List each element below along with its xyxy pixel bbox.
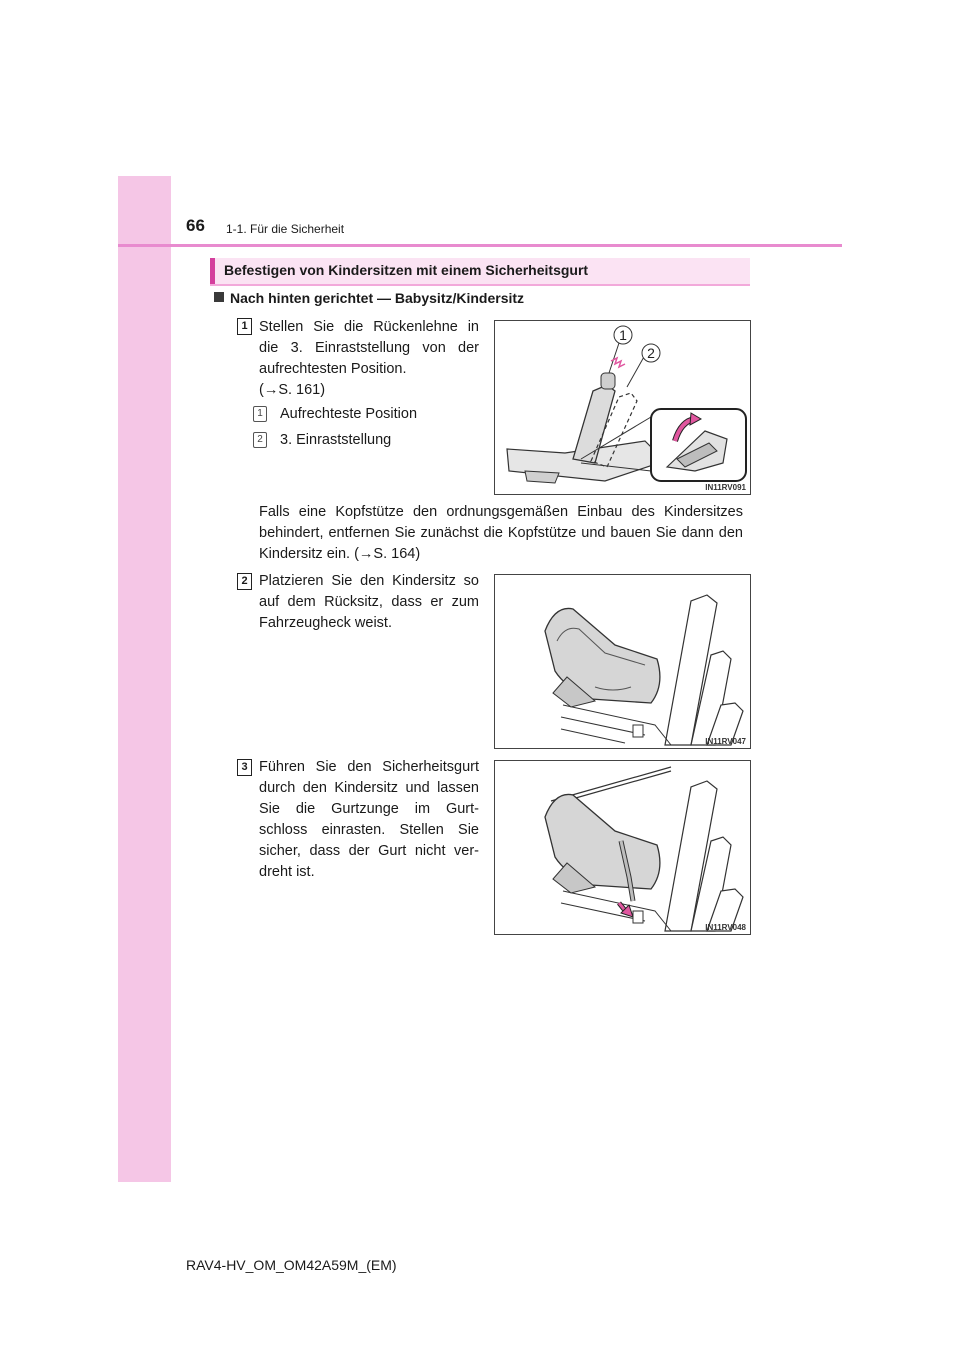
legend-text-2: 3. Einraststellung [280,432,392,448]
step-1-line: Stellen Sie die Rückenlehne in [259,319,479,335]
section-heading-bar [210,258,750,286]
legend-text-1: Aufrechteste Position [280,406,418,422]
step-1-text [259,317,479,401]
seatback-illustration [495,321,750,494]
child-seat-rear-facing-illustration [495,575,750,748]
legend-number-2: 2 [253,432,267,448]
step-3-line: dreht ist. [259,864,315,880]
section-title: Befestigen von Kindersitzen mit einem Sicherheitsgurt [224,262,589,278]
callout-1: 1 [619,327,627,343]
legend-number-1: 1 [253,406,267,422]
step-3-line: durch den Kindersitz und lassen [259,780,479,796]
step-2-badge: 2 [237,573,252,590]
header-rule [118,244,842,247]
sub-heading-text: Nach hinten gerichtet — Babysitz/Kindersitz [230,290,525,306]
step-3-badge: 3 [237,759,252,776]
step-2-line: Platzieren Sie den Kindersitz so [259,573,479,589]
step-1-line: die 3. Einraststellung von der [259,340,479,356]
step-1-line: (→S. 161) [259,382,326,398]
figure-code: IN11RV047 [705,737,746,746]
step-1-badge: 1 [237,318,252,335]
sub-heading [214,290,524,306]
footer-document-id: RAV4-HV_OM_OM42A59M_(EM) [186,1257,397,1273]
square-bullet-icon [214,292,224,302]
step-1-note: Falls eine Kopfstütze den ordnungsgemäßen Einbau des Kindersitzes behindert, entfernen Sie zunächst die Kopfstütze und bauen Sie dann den Kindersitz ein. (→S. 164) [259,504,743,562]
step-3-line: schloss einrasten. Stellen Sie [259,822,479,838]
step-3-line: sicher, dass der Gurt nicht ver- [259,843,479,859]
seatbelt-routing-illustration [495,761,750,934]
step-3-text [259,757,479,883]
step-2-line: Fahrzeugheck weist. [259,615,392,631]
figure-seatback-recline [494,320,751,495]
figure-route-seatbelt [494,760,751,935]
step-2-text [259,571,479,634]
step-3-line: Führen Sie den Sicherheitsgurt [259,759,479,775]
figure-place-child-seat [494,574,751,749]
figure-code: IN11RV048 [705,923,746,932]
chapter-title: 1-1. Für die Sicherheit [226,222,345,236]
step-3-line: Sie die Gurtzunge im Gurt- [259,801,479,817]
step-2-line: auf dem Rücksitz, dass er zum [259,594,479,610]
callout-2: 2 [647,345,655,361]
figure-code: IN11RV091 [705,483,746,492]
page-number: 66 [186,216,205,235]
side-tab-band [118,176,171,1182]
step-1-line: aufrechtesten Position. [259,361,407,377]
